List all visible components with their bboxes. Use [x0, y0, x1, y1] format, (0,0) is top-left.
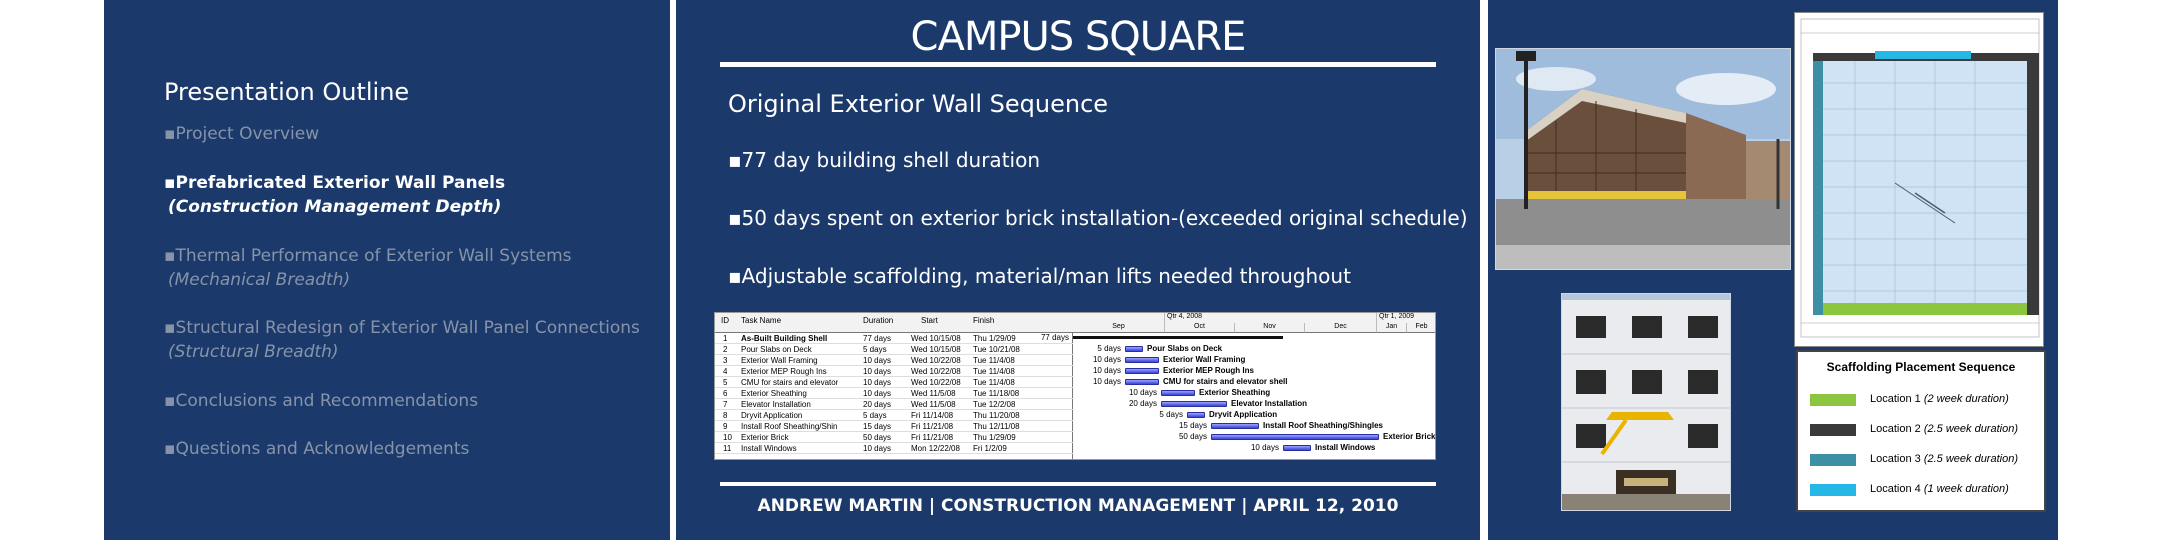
task-id: 9	[723, 422, 728, 431]
outline-panel	[104, 0, 670, 540]
gantt-task-bar	[1161, 401, 1227, 407]
gantt-summary-bar	[1073, 336, 1283, 339]
task-duration: 10 days	[863, 356, 892, 365]
task-id: 7	[723, 400, 728, 409]
gantt-task-row	[715, 333, 1073, 344]
gantt-task-bar	[1283, 445, 1311, 451]
outline-item-questions[interactable]	[164, 437, 469, 461]
outline-item-label: ▪Conclusions and Recommendations	[164, 391, 479, 411]
gantt-bar-label: Exterior Wall Framing	[1163, 355, 1246, 364]
task-duration: 50 days	[863, 433, 892, 442]
task-id: 4	[723, 367, 728, 376]
site-plan-drawing	[1794, 12, 2044, 347]
gantt-task-row	[715, 410, 1073, 421]
header-task-name: Task Name	[741, 316, 782, 325]
gantt-bar-duration: 10 days	[1092, 366, 1121, 375]
presentation-footer: ANDREW MARTIN | CONSTRUCTION MANAGEMENT | APRIL 12, 2010	[757, 496, 1399, 516]
gantt-bar-duration: 5 days	[1097, 344, 1121, 353]
task-duration: 5 days	[863, 411, 887, 420]
task-name: Exterior Brick	[741, 433, 789, 442]
header-start: Start	[921, 316, 938, 325]
task-name: As-Built Building Shell	[741, 334, 828, 343]
header-duration: Duration	[863, 316, 894, 325]
task-id: 2	[723, 345, 728, 354]
gantt-task-bar	[1125, 346, 1143, 352]
outline-item-subtitle: (Construction Management Depth)	[168, 197, 502, 217]
gantt-header-row	[715, 313, 1073, 333]
task-duration: 5 days	[863, 345, 887, 354]
timeline-month: Dec	[1305, 323, 1377, 333]
legend-swatch	[1810, 424, 1856, 436]
gantt-bar-label: Dryvit Application	[1209, 410, 1278, 419]
gantt-task-row	[715, 399, 1073, 410]
task-finish: Fri 1/2/09	[973, 444, 1007, 453]
gantt-bar-duration: 5 days	[1159, 410, 1183, 419]
outline-item-conclusions[interactable]	[164, 389, 478, 413]
slide-title: CAMPUS SQUARE	[910, 14, 1246, 60]
gantt-task-row	[715, 388, 1073, 399]
gantt-task-row	[715, 355, 1073, 366]
timeline-quarter	[1073, 313, 1165, 323]
timeline-month: Nov	[1235, 323, 1305, 333]
section-heading: Original Exterior Wall Sequence	[728, 90, 1109, 118]
task-start: Wed 10/22/08	[911, 367, 961, 376]
task-finish: Tue 12/2/08	[973, 400, 1016, 409]
gantt-chart	[714, 312, 1436, 460]
gantt-task-bar	[1211, 434, 1379, 440]
task-finish: Tue 11/4/08	[973, 367, 1015, 376]
task-name: Pour Slabs on Deck	[741, 345, 812, 354]
task-finish: Tue 10/21/08	[973, 345, 1020, 354]
timeline-quarter: Qtr 4, 2008	[1165, 313, 1377, 323]
gantt-bar-label: CMU for stairs and elevator shell	[1163, 377, 1288, 386]
task-duration: 77 days	[863, 334, 892, 343]
gantt-bar-label: Install Roof Sheathing/Shingles	[1263, 421, 1384, 430]
outline-item-project-overview[interactable]	[164, 122, 319, 146]
timeline-month: Oct	[1165, 323, 1235, 333]
scaffolding-legend	[1796, 350, 2046, 512]
task-duration: 10 days	[863, 444, 892, 453]
header-id: ID	[721, 316, 729, 325]
outline-item-label: ▪Thermal Performance of Exterior Wall Systems	[164, 246, 572, 266]
gantt-task-bar	[1211, 423, 1259, 429]
task-name: Exterior MEP Rough Ins	[741, 367, 827, 376]
legend-swatch	[1810, 454, 1856, 466]
task-start: Mon 12/22/08	[911, 444, 960, 453]
gantt-bar-duration: 20 days	[1128, 399, 1157, 408]
task-start: Wed 10/22/08	[911, 378, 961, 387]
task-id: 8	[723, 411, 728, 420]
bullet-point: ▪Adjustable scaffolding, material/man lifts needed throughout	[728, 264, 1351, 288]
title-divider	[720, 62, 1436, 67]
task-start: Wed 10/15/08	[911, 334, 961, 343]
task-name: CMU for stairs and elevator	[741, 378, 839, 387]
gantt-task-row	[715, 421, 1073, 432]
gantt-bar-duration: 15 days	[1178, 421, 1207, 430]
task-id: 10	[723, 433, 732, 442]
timeline-month: Feb	[1407, 323, 1436, 333]
task-start: Wed 10/15/08	[911, 345, 961, 354]
gantt-bar-label: Exterior Sheathing	[1199, 388, 1271, 397]
task-start: Wed 10/22/08	[911, 356, 961, 365]
task-finish: Thu 11/20/08	[973, 411, 1020, 420]
task-name: Dryvit Application	[741, 411, 803, 420]
legend-label: Location 2 (2.5 week duration)	[1870, 423, 2018, 435]
header-finish: Finish	[973, 316, 995, 325]
gantt-bar-duration: 50 days	[1178, 432, 1207, 441]
outline-item-label: ▪Questions and Acknowledgements	[164, 439, 470, 459]
legend-swatch	[1810, 394, 1856, 406]
legend-label: Location 4 (1 week duration)	[1870, 483, 2009, 495]
task-duration: 10 days	[863, 378, 892, 387]
task-id: 11	[723, 444, 732, 453]
task-id: 5	[723, 378, 728, 387]
task-duration: 10 days	[863, 367, 892, 376]
legend-title: Scaffolding Placement Sequence	[1826, 360, 2016, 374]
outline-item-subtitle: (Structural Breadth)	[168, 342, 339, 362]
gantt-bar-label: Exterior Brick	[1383, 432, 1436, 441]
gantt-bar-duration: 10 days	[1250, 443, 1279, 452]
task-name: Exterior Sheathing	[741, 389, 807, 398]
gantt-task-row	[715, 443, 1073, 454]
task-start: Fri 11/21/08	[911, 422, 954, 431]
outline-item-prefab-wall-panels[interactable]	[164, 171, 505, 219]
gantt-bar-duration: 10 days	[1092, 377, 1121, 386]
outline-item-label: ▪Project Overview	[164, 124, 320, 144]
task-start: Wed 11/5/08	[911, 400, 956, 409]
task-finish: Tue 11/4/08	[973, 356, 1015, 365]
task-start: Fri 11/21/08	[911, 433, 954, 442]
gantt-bar-label: Install Windows	[1315, 443, 1376, 452]
task-id: 1	[723, 334, 728, 343]
gantt-task-row	[715, 344, 1073, 355]
gantt-task-bar	[1187, 412, 1205, 418]
task-name: Install Roof Sheathing/Shin	[741, 422, 838, 431]
timeline-month: Jan	[1377, 323, 1407, 333]
gantt-bar-duration: 77 days	[1040, 333, 1069, 342]
gantt-task-row	[715, 377, 1073, 388]
task-name: Exterior Wall Framing	[741, 356, 818, 365]
gantt-bar-label: Elevator Installation	[1231, 399, 1308, 408]
task-finish: Thu 12/11/08	[973, 422, 1020, 431]
timeline-month: Sep	[1073, 323, 1165, 333]
building-photo	[1495, 48, 1791, 270]
images-panel	[1488, 0, 2058, 540]
task-duration: 20 days	[863, 400, 892, 409]
task-start: Fri 11/14/08	[911, 411, 954, 420]
task-finish: Thu 1/29/09	[973, 334, 1016, 343]
task-finish: Tue 11/18/08	[973, 389, 1020, 398]
gantt-task-bar	[1125, 357, 1159, 363]
legend-swatch	[1810, 484, 1856, 496]
gantt-task-table	[715, 313, 1073, 459]
gantt-task-bar	[1125, 379, 1159, 385]
outline-item-label: ▪Structural Redesign of Exterior Wall Panel Connections	[164, 318, 640, 338]
outline-title: Presentation Outline	[164, 78, 410, 106]
gantt-task-row	[715, 366, 1073, 377]
main-slide-panel	[676, 0, 1480, 540]
outline-item-structural-redesign[interactable]	[164, 316, 640, 364]
gantt-bar-label: Exterior MEP Rough Ins	[1163, 366, 1254, 375]
gantt-bar-duration: 10 days	[1128, 388, 1157, 397]
gantt-task-bar	[1125, 368, 1159, 374]
outline-item-thermal-performance[interactable]	[164, 244, 572, 292]
legend-label: Location 1 (2 week duration)	[1870, 393, 2009, 405]
task-duration: 15 days	[863, 422, 892, 431]
outline-item-label: ▪Prefabricated Exterior Wall Panels	[164, 173, 506, 193]
legend-label: Location 3 (2.5 week duration)	[1870, 453, 2018, 465]
bullet-point: ▪77 day building shell duration	[728, 148, 1041, 172]
gantt-task-row	[715, 432, 1073, 443]
task-id: 6	[723, 389, 728, 398]
task-finish: Thu 1/29/09	[973, 433, 1016, 442]
gantt-bar-label: Pour Slabs on Deck	[1147, 344, 1223, 353]
bullet-point: ▪50 days spent on exterior brick installation-(exceeded original schedule)	[728, 206, 1468, 230]
timeline-quarter: Qtr 1, 2009	[1377, 313, 1436, 323]
gantt-task-bar	[1161, 390, 1195, 396]
task-name: Elevator Installation	[741, 400, 811, 409]
footer-divider	[720, 482, 1436, 486]
scaffolding-photo	[1561, 293, 1731, 511]
task-start: Wed 11/5/08	[911, 389, 956, 398]
gantt-timeline	[1040, 313, 1436, 459]
outline-item-subtitle: (Mechanical Breadth)	[168, 270, 351, 290]
gantt-bar-duration: 10 days	[1092, 355, 1121, 364]
task-duration: 10 days	[863, 389, 892, 398]
task-finish: Tue 11/4/08	[973, 378, 1015, 387]
task-name: Install Windows	[741, 444, 797, 453]
task-id: 3	[723, 356, 728, 365]
